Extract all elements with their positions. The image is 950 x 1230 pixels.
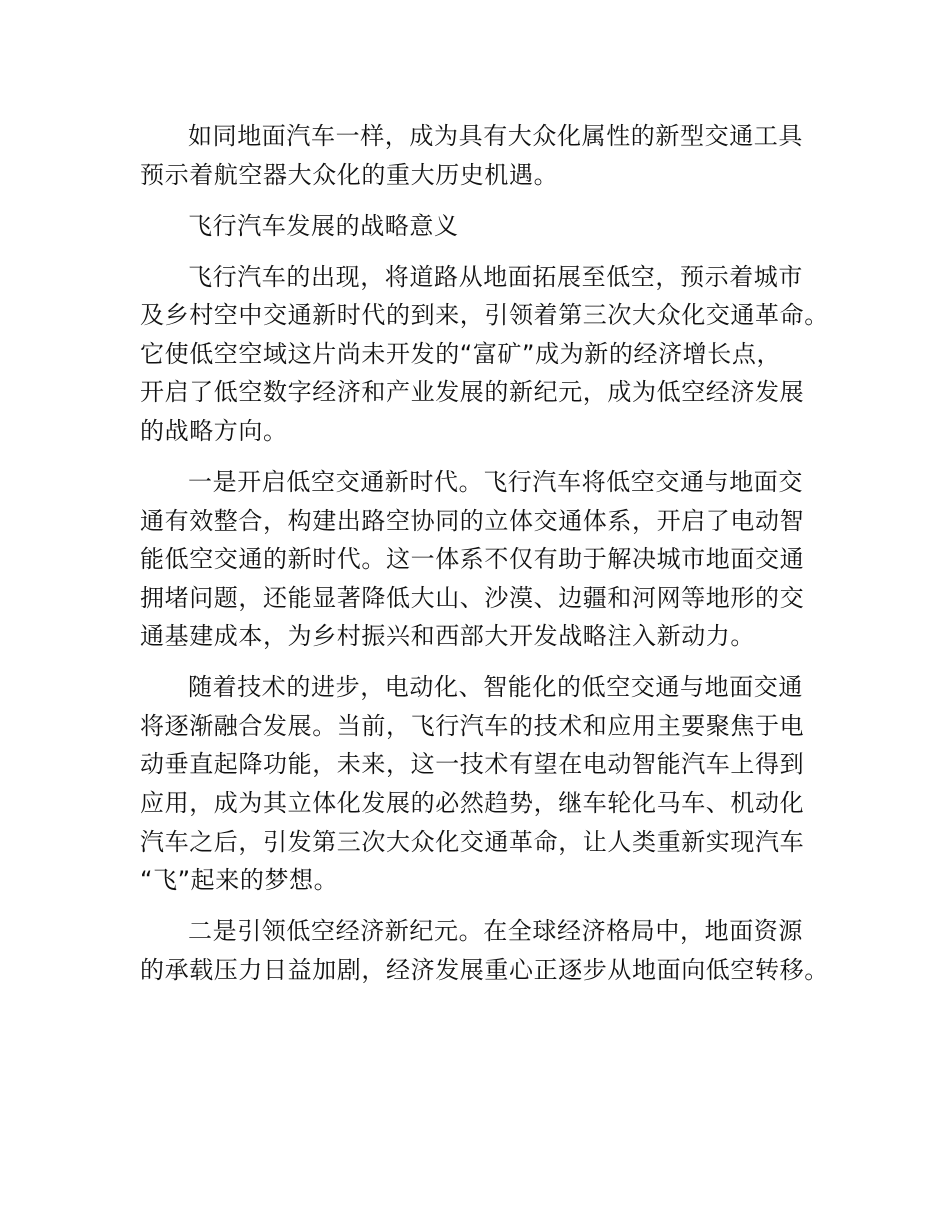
text-line: 如同地面汽车一样，成为具有大众化属性的新型交通工具 [188,122,803,150]
text-line: 通基建成本，为乡村振兴和西部大开发战略注入新动力。 [140,622,755,651]
paragraph [140,258,829,451]
text-line: 拥堵问题，还能显著降低大山、沙漠、边疆和河网等地形的交 [140,583,805,612]
text-line: 开启了低空数字经济和产业发展的新纪元，成为低空经济发展 [140,378,805,407]
text-line: 的战略方向。 [140,416,288,445]
section-heading [140,207,820,246]
paragraph [140,117,820,194]
text-line: 动垂直起降功能，未来，这一技术有望在电动智能汽车上得到 [140,750,805,779]
text-line: 应用，成为其立体化发展的必然趋势，继车轮化马车、机动化 [140,789,805,818]
text-line: 随着技术的进步，电动化、智能化的低空交通与地面交通 [188,673,803,702]
text-line: 通有效整合，构建出路空协同的立体交通体系，开启了电动智 [140,506,805,535]
document-body [140,117,829,1002]
text-line: 它使低空空域这片尚未开发的“富矿”成为新的经济增长点， [140,339,782,368]
text-line: 预示着航空器大众化的重大历史机遇。 [140,160,559,189]
text-line: 飞行汽车的出现，将道路从地面拓展至低空，预示着城市 [188,262,803,291]
text-line: 将逐渐融合发展。当前，飞行汽车的技术和应用主要聚焦于电 [140,711,805,740]
paragraph [140,668,820,900]
text-line: “飞”起来的梦想。 [140,866,339,895]
text-line: 汽车之后，引发第三次大众化交通革命，让人类重新实现汽车 [140,827,805,856]
paragraph [140,912,829,989]
text-line: 一是开启低空交通新时代。飞行汽车将低空交通与地面交 [188,467,803,496]
text-line: 的承载压力日益加剧，经济发展重心正逐步从地面向低空转移。 [140,955,829,984]
text-line: 二是引领低空经济新纪元。在全球经济格局中，地面资源 [188,917,803,946]
text-line: 飞行汽车发展的战略意义 [188,211,459,240]
text-line: 能低空交通的新时代。这一体系不仅有助于解决城市地面交通 [140,545,805,574]
text-line: 及乡村空中交通新时代的到来，引领着第三次大众化交通革命。 [140,301,829,330]
paragraph [140,463,820,656]
